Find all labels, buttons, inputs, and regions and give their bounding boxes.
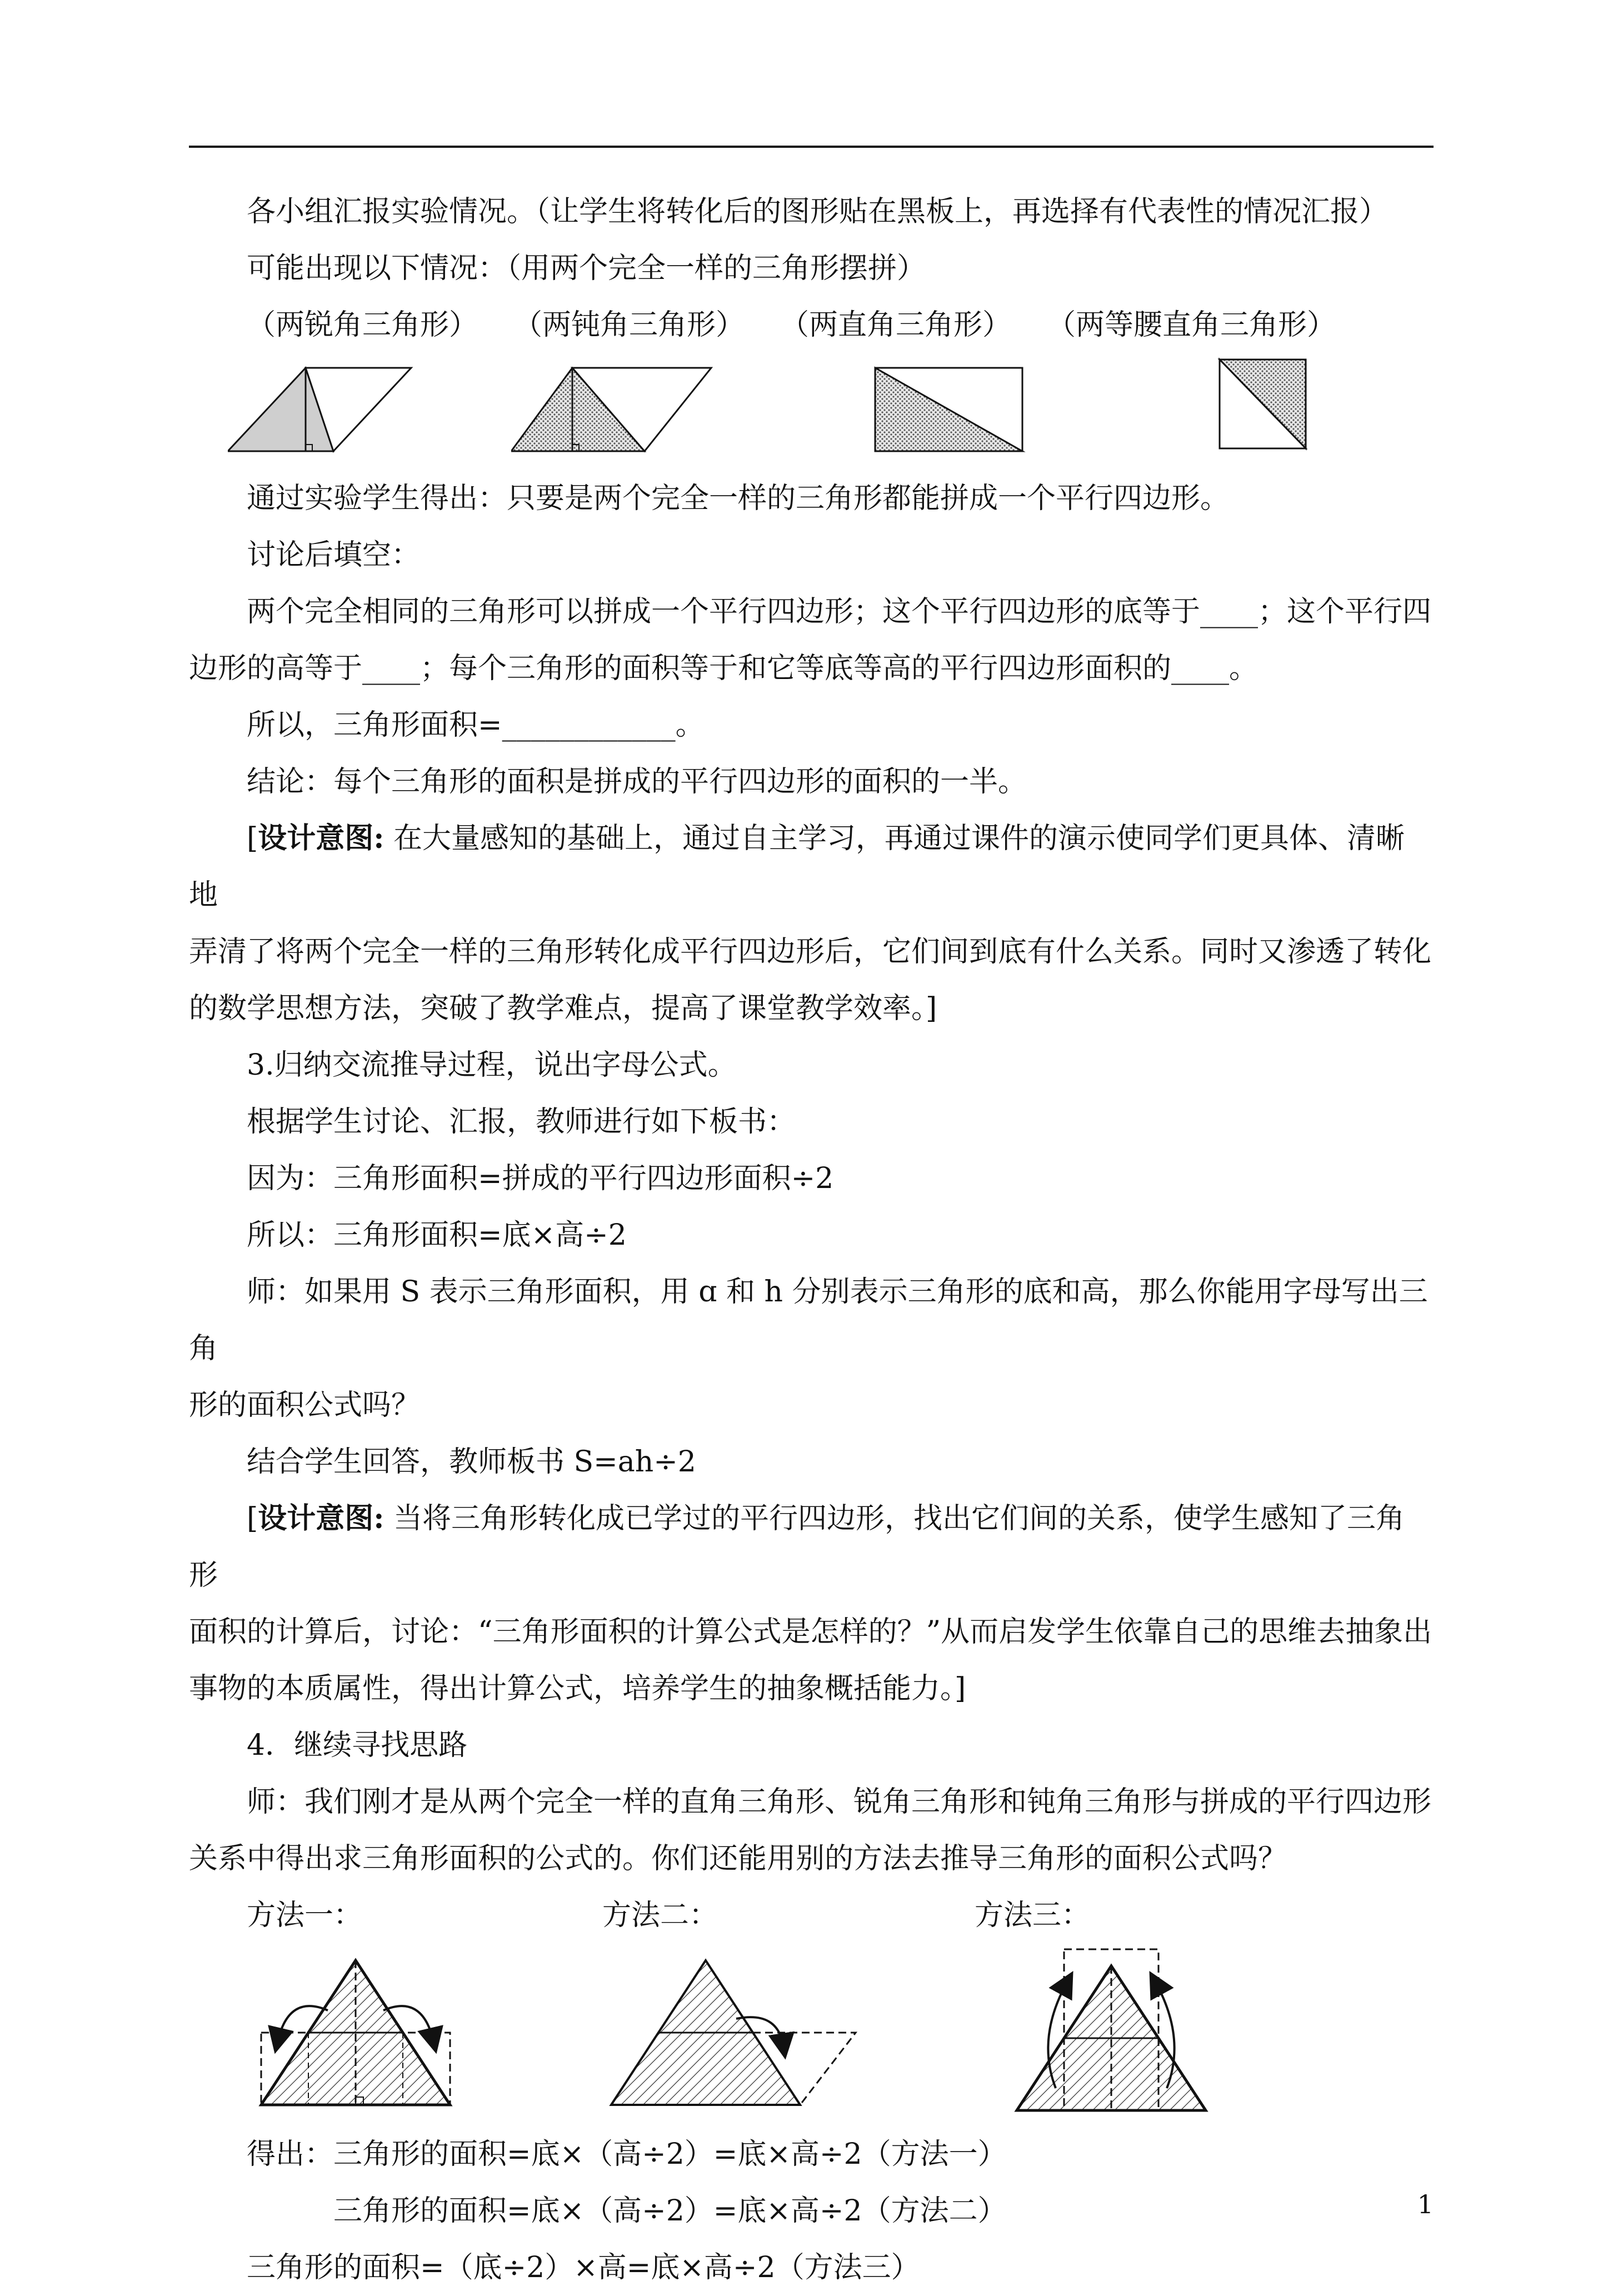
design-intent-2-text: 当将三角形转化成已学过的平行四边形，找出它们间的关系，使学生感知了三角形 — [189, 1502, 1405, 1592]
method-labels — [189, 1887, 1434, 1944]
paragraph-teacher-2-line1: 师：我们刚才是从两个完全一样的直角三角形、锐角三角形和钝角三角形与拼成的平行四边形 — [247, 1785, 1432, 1819]
section-3-heading: 3.归纳交流推导过程，说出字母公式。 — [247, 1049, 737, 1082]
design-intent-2-line3: 事物的本质属性，得出计算公式，培养学生的抽象概括能力。] — [189, 1672, 966, 1705]
label-obtuse: （两钝角三角形） — [513, 308, 745, 342]
acute-triangles-figure — [228, 362, 417, 457]
bracket-open: [ — [247, 822, 258, 855]
paragraph-conclusion: 结论：每个三角形的面积是拼成的平行四边形的面积的一半。 — [247, 765, 1027, 798]
method-2-figure — [600, 1949, 867, 2116]
paragraph-fill-blank-1: 两个完全相同的三角形可以拼成一个平行四边形；这个平行四边形的底等于____；这个平行四 — [247, 595, 1432, 628]
paragraph-teacher-2-line2: 关系中得出求三角形面积的公式的。你们还能用别的方法去推导三角形的面积公式吗？ — [189, 1842, 1287, 1875]
paragraph-cases: 可能出现以下情况：（用两个完全一样的三角形摆拼） — [247, 252, 926, 285]
result-method-2: 三角形的面积=底×（高÷2）=底×高÷2（方法二） — [333, 2194, 1007, 2228]
paragraph-fill-blank-intro: 讨论后填空： — [247, 538, 421, 572]
bracket-open: [ — [247, 1502, 258, 1535]
paragraph-board: 根据学生讨论、汇报，教师进行如下板书： — [247, 1105, 796, 1139]
paragraph-teacher-question-1: 师：如果用 S 表示三角形面积，用 ɑ 和 h 分别表示三角形的底和高，那么你能用字母写出三角 — [189, 1275, 1428, 1365]
paragraph-report: 各小组汇报实验情况。（让学生将转化后的图形贴在黑板上，再选择有代表性的情况汇报） — [247, 195, 1389, 228]
label-isosceles-right: （两等腰直角三角形） — [1047, 308, 1336, 342]
design-intent-1-line1 — [189, 810, 1434, 924]
paragraph-so: 所以：三角形面积=底×高÷2 — [247, 1219, 627, 1252]
page-number: 1 — [1417, 2189, 1434, 2219]
paragraph-teacher-question-2: 形的面积公式吗？ — [189, 1389, 421, 1422]
header-rule — [189, 146, 1434, 148]
result-method-3: 三角形的面积=（底÷2）×高=底×高÷2（方法三） — [247, 2251, 920, 2284]
method-1-label: 方法一： — [247, 1899, 363, 1932]
section-4-heading: 4．继续寻找思路 — [247, 1729, 468, 1762]
obtuse-triangles-figure — [511, 362, 717, 457]
paragraph-conclusion-experiment: 通过实验学生得出：只要是两个完全一样的三角形都能拼成一个平行四边形。 — [247, 482, 1230, 515]
result-method-1: 得出：三角形的面积=底×（高÷2）=底×高÷2（方法一） — [247, 2138, 1007, 2171]
design-intent-label: 设计意图: — [258, 1501, 384, 1535]
design-intent-2-line1 — [189, 1490, 1434, 1604]
design-intent-1-line3: 的数学思想方法，突破了教学难点，提高了课堂教学效率。] — [189, 992, 937, 1025]
method-1-figure — [250, 1949, 461, 2116]
paragraph-because: 因为：三角形面积=拼成的平行四边形面积÷2 — [247, 1162, 834, 1195]
design-intent-1-line2: 弄清了将两个完全一样的三角形转化成平行四边形后，它们间到底有什么关系。同时又渗透了转化 — [189, 935, 1432, 969]
right-triangles-figure — [872, 362, 1028, 457]
document-body — [189, 183, 1434, 2296]
method-3-figure — [1006, 1944, 1217, 2122]
method-2-label: 方法二： — [602, 1899, 718, 1932]
triangle-type-labels — [189, 297, 1434, 353]
design-intent-2-line2: 面积的计算后，讨论：“三角形面积的计算公式是怎样的？”从而启发学生依靠自己的思维去抽象出 — [189, 1615, 1432, 1649]
isosceles-right-triangles-figure — [1217, 357, 1311, 454]
label-acute: （两锐角三角形） — [247, 308, 478, 342]
paragraph-area-blank: 所以，三角形面积=____________。 — [247, 708, 705, 742]
parallelogram-figures — [189, 357, 1434, 462]
label-right: （两直角三角形） — [780, 308, 1012, 342]
paragraph-formula: 结合学生回答，教师板书 S=ah÷2 — [247, 1445, 696, 1479]
paragraph-fill-blank-2: 边形的高等于____；每个三角形的面积等于和它等底等高的平行四边形面积的____。 — [189, 652, 1259, 685]
method-3-label: 方法三： — [975, 1899, 1091, 1932]
design-intent-1-text: 在大量感知的基础上，通过自主学习，再通过课件的演示使同学们更具体、清晰地 — [189, 822, 1405, 912]
design-intent-label: 设计意图: — [258, 821, 384, 855]
method-figures — [189, 1944, 1434, 2122]
